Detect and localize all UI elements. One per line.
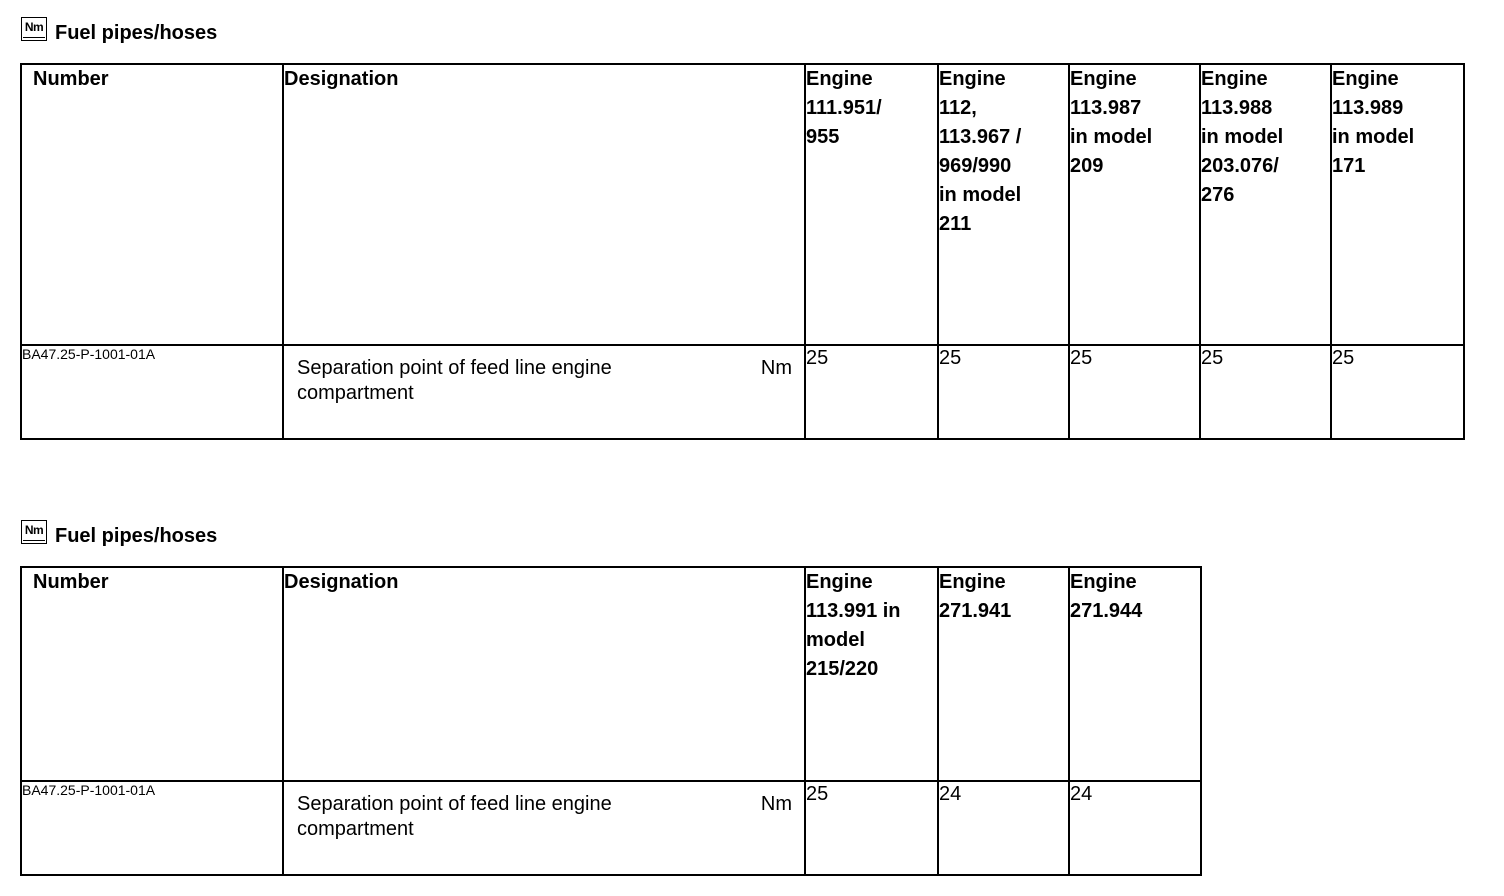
header-line: 209 <box>1070 155 1104 177</box>
part-number: BA47.25-P-1001-01A <box>21 345 283 439</box>
header-line: in model <box>1332 126 1415 148</box>
table-row <box>21 345 1464 439</box>
header-engine <box>938 64 1069 345</box>
header-line: Engine <box>806 571 873 593</box>
header-engine <box>805 64 938 345</box>
header-line: in model <box>939 184 1022 206</box>
nm-torque-icon: Nm <box>21 17 47 41</box>
header-engine <box>938 567 1069 781</box>
nm-torque-icon: Nm <box>21 520 47 544</box>
header-number: Number <box>21 64 283 345</box>
header-line: 113.987 <box>1070 97 1142 119</box>
header-line: 276 <box>1201 184 1235 206</box>
header-line: 203.076/ <box>1201 155 1279 177</box>
header-line: 215/220 <box>806 658 879 680</box>
header-line: Engine <box>1070 68 1137 90</box>
section-title-text: Fuel pipes/hoses <box>55 524 218 547</box>
torque-value: 25 <box>1200 345 1331 439</box>
header-number: Number <box>21 567 283 781</box>
header-line: 955 <box>806 126 840 148</box>
unit-label: Nm <box>760 793 792 815</box>
table-row <box>21 781 1201 875</box>
table-header-row <box>21 567 1201 781</box>
torque-table-2 <box>20 566 1202 876</box>
header-line: 271.941 <box>939 600 1012 622</box>
torque-value: 25 <box>805 781 938 875</box>
header-line: Engine <box>939 571 1006 593</box>
part-number: BA47.25-P-1001-01A <box>21 781 283 875</box>
header-line: Engine <box>1332 68 1399 90</box>
header-designation: Designation <box>283 567 805 781</box>
header-line: 113.991 in <box>806 600 901 622</box>
torque-value: 25 <box>1069 345 1200 439</box>
header-line: Engine <box>1201 68 1268 90</box>
header-line: 112, <box>939 97 977 119</box>
torque-value: 24 <box>938 781 1069 875</box>
header-line: 171 <box>1332 155 1366 177</box>
header-engine <box>1200 64 1331 345</box>
header-line: 111.951/ <box>806 97 882 119</box>
header-line: 113.988 <box>1201 97 1273 119</box>
header-engine <box>1069 567 1201 781</box>
torque-value: 25 <box>1331 345 1464 439</box>
table-header-row <box>21 64 1464 345</box>
header-line: 271.944 <box>1070 600 1143 622</box>
header-engine <box>1331 64 1464 345</box>
header-engine <box>1069 64 1200 345</box>
header-line: 113.989 <box>1332 97 1404 119</box>
header-line: in model <box>1201 126 1284 148</box>
section-2-title <box>21 520 218 547</box>
designation-cell <box>283 345 805 439</box>
torque-value: 24 <box>1069 781 1201 875</box>
header-line: 211 <box>939 213 972 235</box>
unit-label: Nm <box>760 357 792 379</box>
header-line: Engine <box>806 68 873 90</box>
designation-cell <box>283 781 805 875</box>
header-line: model <box>806 629 865 651</box>
header-line: 113.967 / <box>939 126 1022 148</box>
header-line: Engine <box>1070 571 1137 593</box>
header-line: Engine <box>939 68 1006 90</box>
section-title-text: Fuel pipes/hoses <box>55 21 218 44</box>
section-1-title <box>21 17 218 44</box>
header-line: 969/990 <box>939 155 1012 177</box>
header-designation: Designation <box>283 64 805 345</box>
designation-text: Separation point of feed line engine compartment <box>297 357 612 404</box>
torque-table-1 <box>20 63 1465 440</box>
header-line: in model <box>1070 126 1153 148</box>
designation-text: Separation point of feed line engine compartment <box>297 793 612 840</box>
header-engine <box>805 567 938 781</box>
torque-value: 25 <box>805 345 938 439</box>
torque-value: 25 <box>938 345 1069 439</box>
